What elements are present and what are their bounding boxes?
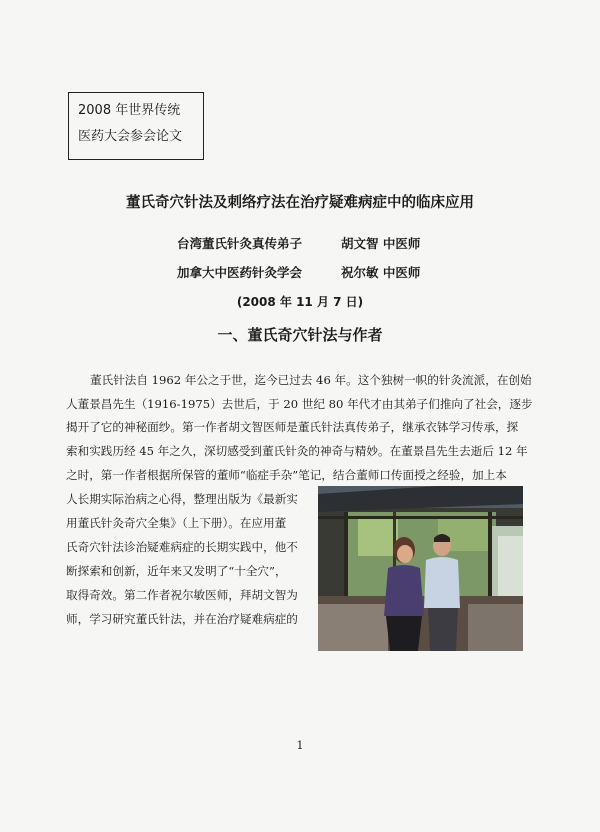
wrapped-line: 取得奇效。第二作者祝尔敏医师，拜胡文智为 xyxy=(66,588,298,602)
body-line: 之时，第一作者根据所保管的董师“临症手杂”笔记，结合董师口传面授之经验，加上本 xyxy=(66,468,507,482)
body-line: 人董景昌先生（1916-1975）去世后，于 20 世纪 80 年代才由其弟子们推向了社会，逐步 xyxy=(66,397,533,411)
wrapped-line: 师，学习研究董氏针法，并在治疗疑难病症的 xyxy=(66,612,298,626)
author-1-affiliation: 台湾董氏针灸真传弟子 xyxy=(177,236,303,251)
author-2-affiliation: 加拿大中医药针灸学会 xyxy=(177,265,303,280)
page-number: 1 xyxy=(296,739,304,752)
author-1-name: 胡文智 中医师 xyxy=(341,236,421,251)
author-2-name: 祝尔敏 中医师 xyxy=(341,265,421,280)
body-line: 揭开了它的神秘面纱。第一作者胡文智医师是董氏针法真传弟子，继承衣钵学习传承，探 xyxy=(66,420,519,434)
wrapped-line: 用董氏针灸奇穴全集》（上下册）。在应用董 xyxy=(66,516,287,530)
conference-label-box xyxy=(68,92,204,160)
wrapped-line: 氏奇穴针法诊治疑难病症的长期实践中，他不 xyxy=(66,540,298,554)
body-line: 董氏针法自 1962 年公之于世，迄今已过去 46 年。这个独树一帜的针灸流派，在创始 xyxy=(90,373,532,387)
body-line: 索和实践历经 45 年之久，深切感受到董氏针灸的神奇与精妙。在董景昌先生去逝后 12 年 xyxy=(66,444,528,458)
paper-title: 董氏奇穴针法及刺络疗法在治疗疑难病症中的临床应用 xyxy=(126,195,474,211)
wrapped-line: 人长期实际治病之心得，整理出版为《最新实 xyxy=(66,492,298,506)
wrapped-line: 断探索和创新，近年来又发明了“十全穴”， xyxy=(66,564,287,578)
paper-date: (2008 年 11 月 7 日) xyxy=(236,295,364,309)
section-heading: 一、董氏奇穴针法与作者 xyxy=(217,326,383,344)
conference-label-line-1: 2008 年世界传统 xyxy=(78,103,181,118)
conference-label-line-2: 医药大会参会论文 xyxy=(78,129,183,144)
author-photo xyxy=(318,486,523,651)
